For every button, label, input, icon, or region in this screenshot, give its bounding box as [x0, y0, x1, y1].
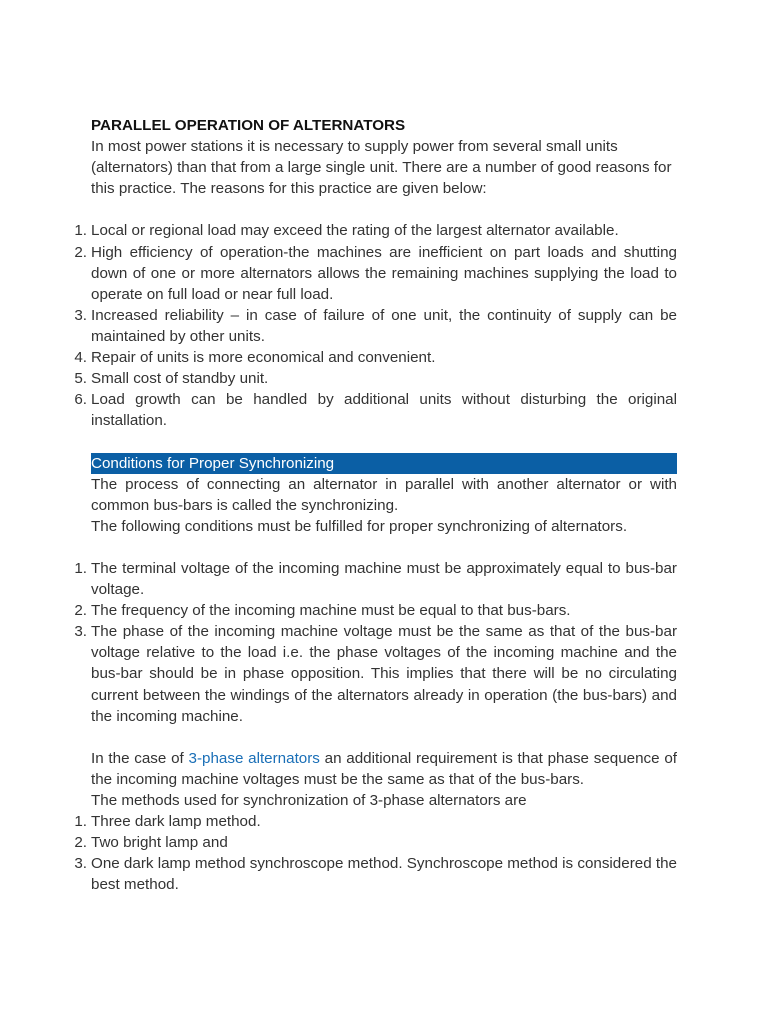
list-item: 1. Local or regional load may exceed the rating of the largest alternator available.: [74, 222, 619, 240]
methods-list: [74, 811, 677, 895]
list-item: 2. High efficiency of operation-the machines are inefficient on part loads and shutting down of one or more alternators allows the remaining machines supplying the load to operate on full load or near full load.: [74, 243, 677, 303]
list-item: 3. The phase of the incoming machine voltage must be the same as that of the bus-bar voltage relative to the load i.e. the phase voltages of the incoming machine and the bus-bar should be in phase opposition. This implies that there will be no circulating current between the windings of the alternators already in operation (the bus-bars) and the incoming machine.: [74, 623, 677, 725]
list-item: 2. The frequency of the incoming machine must be equal to that bus-bars.: [74, 602, 571, 620]
list-item: 4. Repair of units is more economical and convenient.: [74, 349, 436, 367]
list-item: 3. Increased reliability – in case of failure of one unit, the continuity of supply can be maintained by other units.: [74, 306, 677, 345]
sync-intro: The process of connecting an alternator in parallel with another alternator or with common bus-bars is called the synchronizing.: [91, 475, 677, 514]
conditions-list: [74, 558, 677, 727]
page-title: PARALLEL OPERATION OF ALTERNATORS: [91, 117, 406, 134]
list-item: 5. Small cost of standby unit.: [74, 370, 269, 388]
three-phase-link[interactable]: 3-phase alternators: [188, 749, 320, 767]
three-phase-paragraph: In the case of 3-phase alternators an additional requirement is that phase sequence of the incoming machine voltages must be the same as that of the bus-bars.: [91, 749, 677, 788]
section-heading: Conditions for Proper Synchronizing: [91, 453, 677, 474]
methods-intro: The methods used for synchronization of 3-phase alternators are: [91, 792, 527, 809]
conditions-intro: The following conditions must be fulfilled for proper synchronizing of alternators.: [91, 517, 628, 535]
intro-paragraph: In most power stations it is necessary to supply power from several small units (alternators) than that from a large single unit. There are a number of good reasons for this practice. The reasons for this practice are given below:: [91, 138, 672, 198]
list-item: 6. Load growth can be handled by additional units without disturbing the original installation.: [74, 391, 677, 430]
document-content: [74, 115, 677, 895]
list-item: 2. Two bright lamp and: [74, 834, 228, 852]
reasons-list: [74, 220, 677, 431]
list-item: 1. Three dark lamp method.: [74, 813, 261, 831]
list-item: 3. One dark lamp method synchroscope method. Synchroscope method is considered the best method.: [74, 855, 677, 894]
list-item: 1. The terminal voltage of the incoming machine must be approximately equal to bus-bar voltage.: [74, 559, 677, 599]
